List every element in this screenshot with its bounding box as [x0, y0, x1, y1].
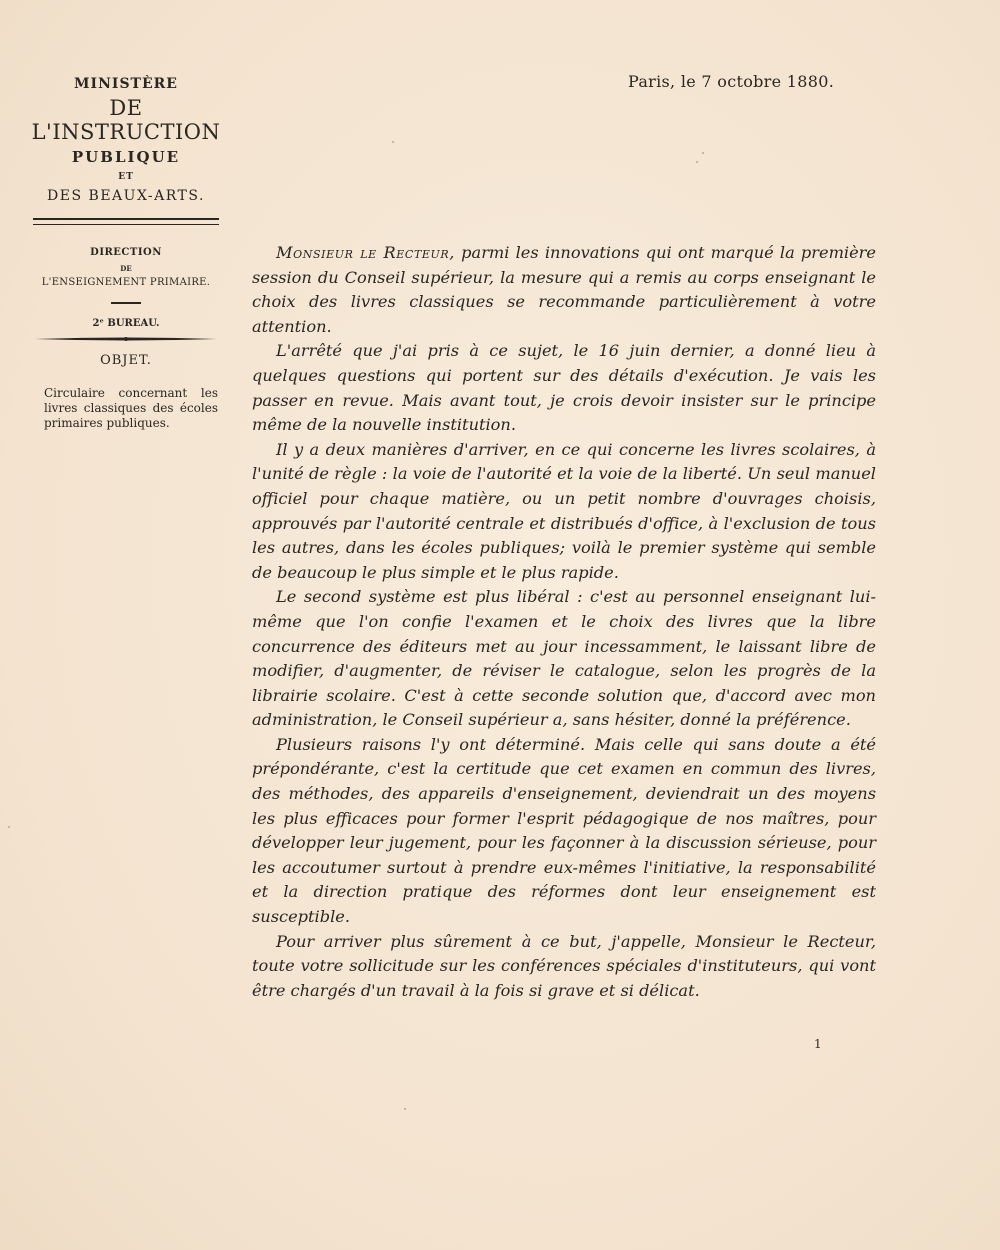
paper-speck	[392, 141, 394, 143]
direction-line-1: DIRECTION	[90, 247, 162, 258]
paragraph-4: Le second système est plus libéral : c'est au personnel enseignant lui-même que l'on confie l'examen et le choix des livres que la libre concurrence des éditeurs met au jour incessamment, le laissant libre de modifier, d'augmenter, de réviser le catalogue, selon les progrès de la librairie scolaire. C'est à cette seconde solution que, d'accord avec mon administration, le Conseil supérieur a, sans hésiter, donné la préférence.	[252, 587, 876, 730]
paragraph-3: Il y a deux manières d'arriver, en ce qui concerne les livres scolaires, à l'unité de règle : la voie de l'autorité et la voie de la liberté. Un seul manuel officiel pour chaque matière, ou un petit nombre d'ouvrages choisis, approuvés par l'autorité centrale et distribués d'office, à l'exclusion de tous les autres, dans les écoles publiques; voilà le premier système qui semble de beaucoup le plus simple et le plus rapide.	[252, 439, 876, 582]
direction-line-2: DE	[120, 264, 132, 273]
paper-speck	[8, 826, 10, 828]
objet-text: Circulaire concernant les livres classiques des écoles primaires publiques.	[44, 386, 218, 430]
letter-body	[252, 241, 876, 1003]
paper-speck	[702, 152, 704, 154]
page-number: 1	[814, 1037, 822, 1051]
paragraph-2: L'arrêté que j'ai pris à ce sujet, le 16 juin dernier, a donné lieu à quelques questions qui portent sur des détails d'exécution. Je vais les passer en revue. Mais avant tout, je crois devoir insister sur le principe même de la nouvelle institution.	[252, 341, 876, 435]
paragraph-5: Plusieurs raisons l'y ont déterminé. Mais celle qui sans doute a été prépondérante, c'est la certitude que cet examen en commun des livres, des méthodes, des appareils d'enseignement, deviendrait un des moyens les plus efficaces pour former l'esprit pédagogique de nos maîtres, pour développer leur jugement, pour les façonner à la discussion sérieuse, pour les accoutumer surtout à prendre eux-mêmes l'initiative, la responsabilité et la direction pratique des réformes dont leur enseignement est susceptible.	[252, 734, 876, 927]
paragraph-1	[252, 241, 876, 339]
paragraph-1-text: parmi les innovations qui ont marqué la première session du Conseil supérieur, la mesure qui a remis au corps enseignant le choix des livres classiques se recommande particulièrement à votre attention.	[252, 243, 876, 336]
salutation: Monsieur le Recteur,	[276, 243, 456, 262]
bureau-label: 2ᵉ BUREAU.	[92, 318, 160, 329]
header-divider	[33, 218, 219, 225]
ministry-line-4: ET	[118, 172, 134, 182]
ministry-line-1: MINISTÈRE	[74, 76, 178, 92]
short-divider	[111, 302, 141, 304]
objet-heading: OBJET.	[100, 353, 152, 368]
paper-speck	[404, 1108, 406, 1110]
direction-line-3: L'ENSEIGNEMENT PRIMAIRE.	[41, 277, 211, 288]
ministry-line-5: DES BEAUX-ARTS.	[47, 188, 205, 204]
paper-speck	[696, 161, 698, 163]
ministry-line-3: PUBLIQUE	[71, 148, 181, 166]
letter-date: Paris, le 7 octobre 1880.	[628, 72, 835, 91]
paragraph-6: Pour arriver plus sûrement à ce but, j'appelle, Monsieur le Recteur, toute votre sollicitude sur les conférences spéciales d'instituteurs, qui vont être chargés d'un travail à la fois si grave et si délicat.	[252, 931, 876, 1000]
ministry-line-2: DE L'INSTRUCTION	[31, 96, 221, 144]
ornamental-rule	[33, 335, 219, 343]
ministry-header	[30, 72, 222, 431]
